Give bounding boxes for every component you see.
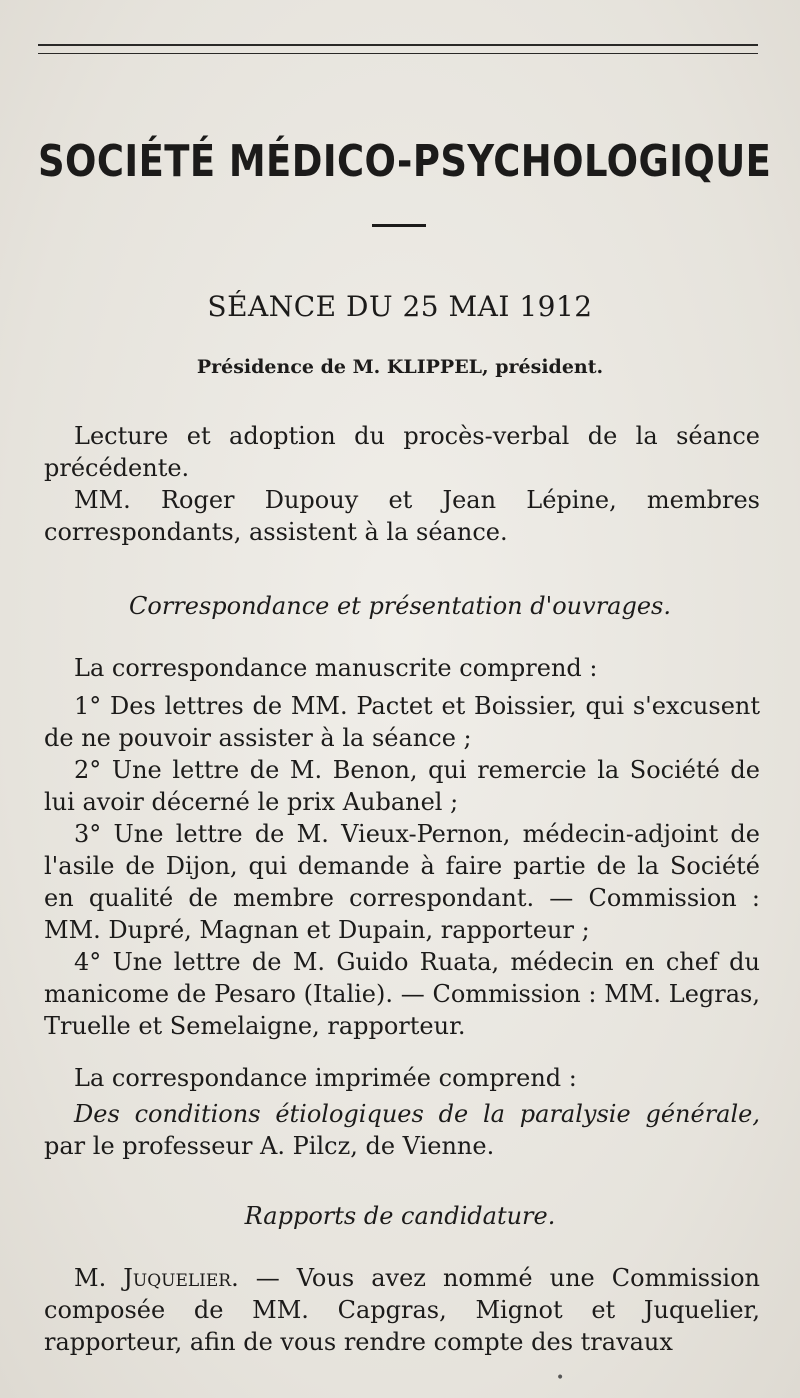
manuscript-block bbox=[44, 652, 760, 1042]
header-rule-bottom bbox=[38, 53, 758, 54]
printed-intro: La correspondance imprimée comprend : bbox=[74, 1064, 577, 1092]
list-item: 1° Des lettres de MM. Pactet et Boissier, qui s'excusent de ne pouvoir assister à la séance ; bbox=[44, 692, 760, 752]
session-heading: SÉANCE DU 25 MAI 1912 bbox=[207, 290, 593, 323]
opening-block bbox=[44, 420, 760, 548]
printed-work-title: Des conditions étiologiques de la paralysie générale, bbox=[74, 1100, 760, 1128]
printed-work bbox=[44, 1098, 760, 1162]
report-paragraph bbox=[44, 1262, 760, 1358]
presidency-line: Présidence de M. KLIPPEL, président. bbox=[196, 356, 604, 378]
paragraph-attendance: MM. Roger Dupouy et Jean Lépine, membres correspondants, assistent à la séance. bbox=[44, 486, 760, 546]
list-item: 4° Une lettre de M. Guido Ruata, médecin en chef du manicome de Pesaro (Italie). — Commission : MM. Legras, Truelle et Semelaigne, rapporteur. bbox=[44, 948, 760, 1040]
list-item: 2° Une lettre de M. Benon, qui remercie la Société de lui avoir décerné le prix Aubanel ; bbox=[44, 756, 760, 816]
header-rule-top bbox=[38, 44, 758, 46]
printed-work-author: par le professeur A. Pilcz, de Vienne. bbox=[44, 1132, 495, 1160]
report-block bbox=[44, 1262, 760, 1358]
report-text: — Vous avez nommé une Commission composée de MM. Capgras, Mignot et Juquelier, rapporteur, afin de vous rendre compte des travaux bbox=[44, 1264, 760, 1356]
society-title: SOCIÉTÉ MÉDICO-PSYCHOLOGIQUE bbox=[38, 136, 772, 187]
report-speaker: M. Juquelier. bbox=[74, 1264, 239, 1292]
section-heading-correspondence: Correspondance et présentation d'ouvrages. bbox=[129, 592, 671, 620]
title-divider bbox=[372, 224, 426, 227]
print-mark: • bbox=[556, 1370, 565, 1386]
printed-block bbox=[44, 1062, 760, 1162]
paragraph-reading: Lecture et adoption du procès-verbal de la séance précédente. bbox=[44, 422, 760, 482]
manuscript-intro: La correspondance manuscrite comprend : bbox=[74, 654, 598, 682]
section-heading-reports: Rapports de candidature. bbox=[244, 1202, 556, 1230]
list-item: 3° Une lettre de M. Vieux-Pernon, médecin-adjoint de l'asile de Dijon, qui demande à faire partie de la Société en qualité de membre correspondant. — Commission : MM. Dupré, Magnan et Dupain, rapporteur ; bbox=[44, 820, 760, 944]
